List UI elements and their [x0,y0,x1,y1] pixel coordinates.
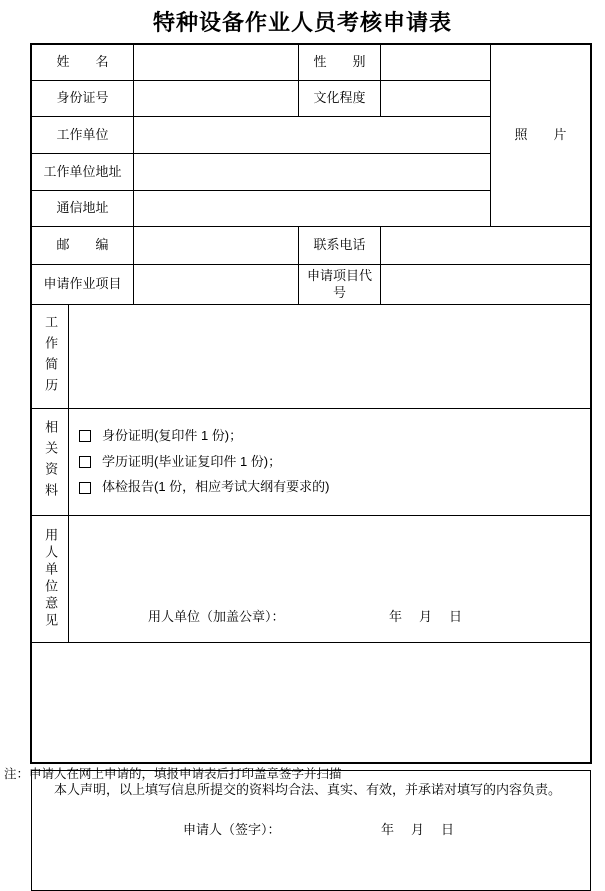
materials-label: 相关资料 [43,420,59,504]
mailing-address-input-cell[interactable] [133,190,491,227]
materials-content-cell [68,408,591,516]
applied-project-code-label-cell [298,264,381,305]
work-history-label: 工作简历 [43,314,59,399]
checkbox-education-icon[interactable] [79,456,91,468]
photo-cell [490,44,591,227]
phone-input-cell[interactable] [380,226,591,265]
work-unit-label-cell [31,116,134,154]
declaration-text: 本人声明，以上填写信息所提交的资料均合法、真实、有效，并承诺对填写的内容负责。 [54,782,562,797]
applicant-year-label: 年 [381,822,395,837]
work-unit-address-label-cell [31,153,134,191]
materials-item-medical [79,479,582,495]
applicant-day-label: 日 [441,822,455,837]
applied-project-label-cell [31,264,134,305]
employer-day-label: 日 [449,609,463,624]
employer-opinion-label-cell [31,515,69,643]
page-title: 特种设备作业人员考核申请表 [152,10,452,35]
declaration-cell [31,770,591,891]
materials-item-identity [79,428,582,444]
employer-year-label: 年 [389,609,403,624]
footer-note: 注：申请人在网上申请的，填报申请表后打印盖章签字并扫描 [4,767,342,781]
work-unit-address-label: 工作单位地址 [43,163,122,179]
postal-code-label-cell [31,226,134,265]
employer-stamp-line: 用人单位（加盖公章）： [148,609,285,624]
applicant-month-label: 月 [411,822,425,837]
mailing-address-label-cell [31,190,134,227]
checkbox-identity-icon[interactable] [79,430,91,442]
id-number-input-cell[interactable] [133,80,299,117]
work-unit-input-cell[interactable] [133,116,491,154]
work-unit-address-input-cell[interactable] [133,153,491,191]
work-unit-label: 工作单位 [56,126,109,142]
gender-input-cell[interactable] [380,44,491,81]
employer-date-line [389,609,462,625]
work-history-label-cell [31,304,69,409]
applied-project-input-cell[interactable] [133,264,299,305]
name-input-cell[interactable] [133,44,299,81]
work-history-input-cell[interactable] [68,304,591,409]
id-number-label: 身份证号 [56,90,109,106]
materials-item-medical-label: 体检报告(1 份，相应考试大纲有要求的) [102,479,330,495]
applied-project-code-input-cell[interactable] [380,264,591,305]
phone-label: 联系电话 [313,237,366,253]
education-label-cell [298,80,381,117]
applied-project-code-label: 申请项目代号 [306,268,372,300]
name-label: 姓 名 [56,54,109,70]
postal-code-input-cell[interactable] [133,226,299,265]
postal-code-label: 邮 编 [56,237,109,253]
employer-opinion-content-cell[interactable] [68,515,591,643]
photo-label: 照 片 [514,127,567,143]
id-number-label-cell [31,80,134,117]
name-label-cell [31,44,134,81]
gender-label-cell [298,44,381,81]
materials-item-education-label: 学历证明(毕业证复印件 1 份)； [102,453,282,469]
materials-item-education [79,454,582,470]
applicant-signature-line: 申请人（签字）： [183,822,281,837]
applied-project-label: 申请作业项目 [43,276,122,292]
education-input-cell[interactable] [380,80,491,117]
materials-label-cell [31,408,69,516]
phone-label-cell [298,226,381,265]
gender-label: 性 别 [313,54,366,70]
employer-month-label: 月 [419,609,433,624]
education-label: 文化程度 [313,90,366,106]
materials-item-identity-label: 身份证明(复印件 1 份)； [102,428,243,444]
mailing-address-label: 通信地址 [56,200,109,216]
employer-opinion-label: 用人单位意见 [43,528,59,630]
applicant-date-line [381,822,454,838]
checkbox-medical-icon[interactable] [79,482,91,494]
